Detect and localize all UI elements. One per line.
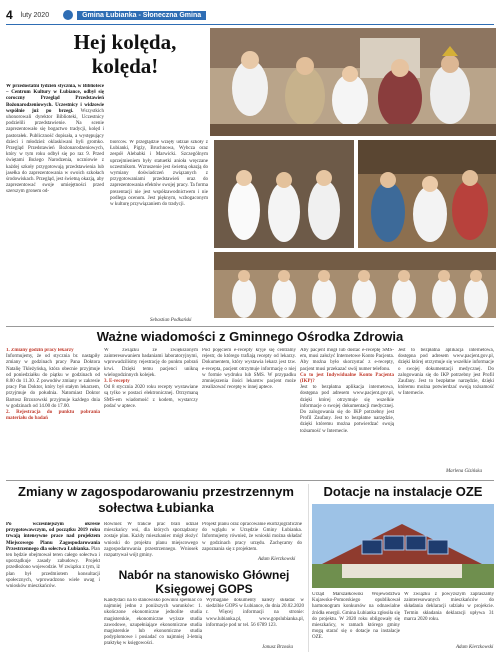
article-zagosp-text1: Plan ten będzie obejmował teren całego sołectwa i uporządkuje zasady zabudowy. Projekt przedłożono wojewodzie. W związku z tym, iż plan był przedmiotem konsultacji społecznych, wprowadzono wiele uwag i wniosków mieszkańców. — [6, 546, 100, 590]
subheading-rejestracja: 2. Rejestracja do punktu pobrania materiału do badań — [6, 410, 100, 422]
article-zagosp-col1 — [6, 522, 100, 652]
article-zagosp-signature: Adam Kierzkowski — [258, 557, 296, 562]
subheading-erecepty: 3. E-recepty — [104, 379, 130, 385]
article-zdrowie-col5: Jest to bezpłatna aplikacja internetowa, dostępna pod adresem www.pacjent.gov.pl, dzięki której otrzymuje się wszelkie informacje o swojej dokumentacji medycznej. Do zalogowania się do IKP potrzebny jest Profil Zaufany. Jest to bezpłatne narzędzie, dzięki któremu można potwierdzać swoją tożsamość w Internecie. — [398, 348, 494, 397]
article-zdrowie-col4 — [300, 348, 394, 478]
solar-panels-photo — [312, 504, 494, 588]
article-oze-col1: Urząd Marszałkowski Województwa Kujawsko-Pomorskiego opublikował harmonogram konkursów na odnawialne źródła energii. Gmina Łubianka zgłosiła się do projektu. W 2020 roku obligowały się mieszkańcy, w ramach którego gminy mogą starać się o dotacje na instalacje OZE. — [312, 592, 400, 641]
section-rule-1 — [6, 326, 494, 327]
header-rule — [6, 24, 494, 25]
article-zdrowie-text2: W związku ze zwiększonym zainteresowaniem badaniami laboratoryjnymi, wprowadziliśmy rejestrację do punktu pobrań krwi. Dzięki temu pacjenci unikną wielogodzinnych kolejek. — [104, 348, 198, 378]
article-zdrowie-text1: Informujemy, że od stycznia br. nastąpiły zmiany w godzinach pracy Pana Doktora Natalię Tkleżyńską, która obecnie przyjmuje od poniedziałku do piątku w godzinach od 8.00 do 11.30. Z powodów zmiany w zakresie pracy Pan Doktor, który był stałym lekarzem, przyjmuje do południa. Natomiast Doktor Bartosz Brzozowski przyjmuje każdego dnia w godzinach od 14.00 do 17.00. — [6, 354, 100, 409]
article-zdrowie-text6: Jest to bezpłatna aplikacja internetowa, dostępna pod adresem www.pacjent.gov.pl, dzięki której otrzymuje się wszelkie informacje o swojej dokumentacji medycznej. Do zalogowania się do IKP potrzebny jest Profil Zaufany. Jest to bezpłatne narzędzie, dzięki któremu można potwierdzać swoją tożsamość w Internecie. — [300, 385, 394, 434]
section-rule-2 — [6, 480, 494, 481]
article-oze-col2: W związku z powyższym zapraszamy zainteresowanych mieszkańców do składania deklaracji udziału w projekcie. Termin składania deklaracji upływa 31 marca 2020 roku. — [404, 592, 494, 622]
page-header — [6, 8, 494, 22]
article-kolęda-text1: Wszystkich uhonorowali dyrektor Biblioteki, Uczestnicy podzielili przedstawienie. Na scenie zaprezentowało się bogactwo tradycji, kolęd i pastorałek. Publiczność dopisała, a występujący dzieci i młodzież oklaskiwani byli gromko. Przegląd Przedstawień Bożonarodzeniowych, który w tym roku odbył się po raz 9. Przed świętami Bożego Narodzenia, uczniowie z każdej szkoły przygotowują przedstawienia lub jasełka do zaprezentowania w swoich szkołach środowiskach. Przegląd, jest świetną okazją, aby zaprezentować swoje umiejętności przed szerszym gronem od- — [6, 108, 104, 195]
page-number: 4 — [6, 8, 13, 22]
article-title-kolęda: Hej kolęda, kolęda! — [73, 30, 177, 78]
ikp-callout: Co to jest Indywidualne Konto Pacjenta (IKP)? — [300, 372, 394, 385]
article-zdrowie-text5: Aby pacjent mógł lub dostać e-receptę SMS-em, musi założyć Internetowe Konto Pacjenta. Aby można było skorzystać z e-recepty, pacjent musi przekazać swój numer telefonu. — [300, 348, 394, 372]
article-kolęda-intro: W przedostatni tydzień stycznia, w Bibliotece – Centrum Kultury w Łubiance, odbył się coroczny Przegląd Przedstawień Bożonarodzeniowych. Uczestnicy i widzowie wspólnie już po brzegi. — [6, 84, 104, 114]
article-zagosp-col2: Również W trakcie prac brali udział mieszkańcy wsi, dla których sporządzony zostaje plan. Każdy mieszkaniec mógł złożyć wnioski do projektu planu miejscowego zagospodarowania przestrzennego. Wniosek rozpatrywał wójt gminy. — [104, 522, 198, 559]
article-zdrowie-col3: Pod pojęciem e-recepty kryje się centralny rejestr, do którego trafiają recepty od lekarzy. Dokumentem, który wystawia lekarz jest tzw. e-recepta, pacjent otrzymuje informację o niej w formie wydruku lub SMS. W przypadku zmniejszenia ilości lekarstw pacjent może zrealizować receptę w innej aptece. — [202, 348, 296, 391]
article-gops-signature: Janusz Brzoska — [262, 645, 293, 650]
article-title-oze: Dotacje na instalacje OZE — [323, 484, 483, 499]
article-kolęda-col1 — [6, 84, 104, 312]
article-zdrowie-col1 — [6, 348, 100, 480]
article-gops-col2: Wymagane dokumenty należy składać w siedzibie GOPS w Łubiance, do dnia 20.02.2020 r. Więcej informacji na stronie: www.lubianka.pl, www.gopslubianka.pl, informacje pod nr tel. 56 6789 123. — [206, 598, 304, 628]
article-zagosp-lead: Po wcześniejszym okresie przygotowawczym, od początku 2019 roku trwają intensywne prace nad projektem Miejscowego Planu Zagospodarowania Przestrzennego dla sołectwa Łubianka. — [6, 522, 100, 552]
article-title-zagospodarowanie: Zmiany w zagospodarowaniu przestrzennym sołectwa Łubianka — [18, 484, 294, 515]
column-divider — [308, 484, 309, 652]
article-kolęda-signature: Sebastian Podkański — [150, 318, 192, 323]
nativity-play-photo — [210, 28, 496, 136]
article-zdrowie-text3: Od 8 stycznia 2020 roku recepty wystawiane są tylko w postaci elektronicznej. Otrzymaną SMS-em wiadomość z kodem, wystarczy podać w aptece. — [104, 385, 198, 409]
issue-date: luty 2020 — [20, 11, 50, 19]
gmina-logo-icon — [63, 10, 73, 20]
choir-photo — [214, 252, 496, 318]
article-zdrowie-signature: Marlena Gizińska — [446, 469, 482, 474]
article-oze-signature: Adam Kierzkowski — [456, 645, 494, 650]
article-kolęda-col2: biorców. W przeglądzie wzięły udział szkoły z Łubianki, Pigży, Bruchnowa, Wybcza oraz zespół Alebabki i Marwicki. Szczególnym uprzejmieniem były statuetki anioła wręczane uczestnikom. Wzruszenie jest świetną okazją do wymiany doświadczeń związanych z przygotowaniami przedstawień oraz do zaprezentowania efektów swojej pracy. Ta forma prezentacji nie jest współzawodnictwem i nie podlega ocenom. Jest pięknym, wzbogaconym w kulturę przywiązaniem do tradycji. — [110, 140, 208, 208]
angels-photo — [214, 140, 354, 248]
article-zagosp-col3: Projekt planu oraz opracowanie ekofizjograficzne do wglądu w Urzędzie Gminy Łubianka. Informujemy również, że wnioski można składać w godzinach pracy urzędu. Zachęcamy do zapoznania się z projektem. — [202, 522, 302, 552]
performers-photo — [358, 140, 496, 248]
subheading-godziny: 1. Zmiany godzin pracy lekarzy — [6, 348, 74, 353]
article-title-zdrowie: Ważne wiadomości z Gminnego Ośrodka Zdrowia — [96, 329, 404, 344]
masthead: Gmina Łubianka - Słoneczna Gmina — [77, 11, 206, 20]
article-gops-col1: Kandydaci na to stanowisko powinni spełniać co najmniej jedno z poniższych warunków: 1. ukończone ekonomiczne jednolite studia magisterskie, ekonomiczne wyższe studia zawodowe, uzupełniające ekonomiczne studia magisterskie lub ekonomiczne studia podyplomowe i posiadać co najmniej 3-letnią praktykę w księgowości. — [104, 598, 202, 647]
article-title-gops: Nabór na stanowisko Głównej Księgowej GOPS — [118, 568, 290, 596]
article-zdrowie-col2 — [104, 348, 198, 478]
